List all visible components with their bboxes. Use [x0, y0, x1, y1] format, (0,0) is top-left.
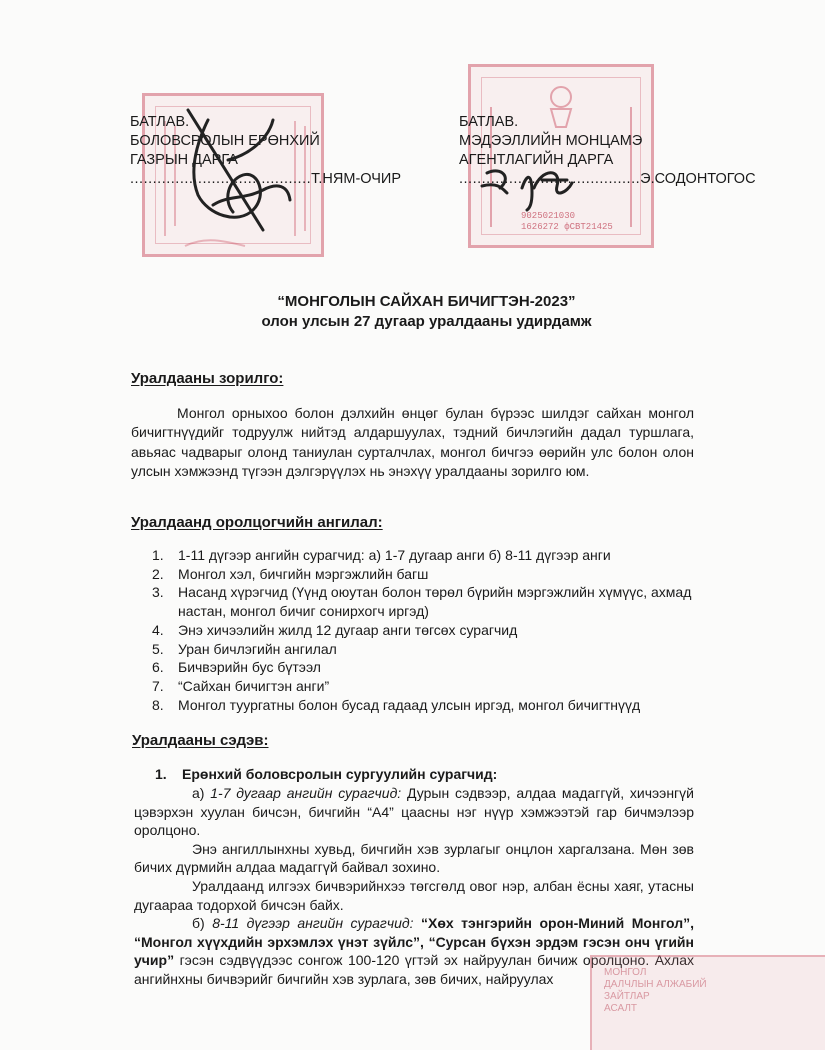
document-title: “МОНГОЛЫН САЙХАН БИЧИГТЭН-2023”: [277, 293, 576, 310]
approval-label: БАТЛАВ.: [459, 114, 519, 130]
approval-position: АГЕНТЛАГИЙН ДАРГА: [459, 152, 614, 168]
faded-stamp-bottom: МОНГОЛ ДАЛЧЛЫН АЛЖАБИЙ ЗАЙТЛАР АСАЛТ: [590, 955, 825, 1050]
approval-org: БОЛОВСРОЛЫН ЕРӨНХИЙ: [130, 133, 320, 149]
list-item: 4. Энэ хичээлийн жилд 12 дугаар анги төгсөх сурагчид: [152, 621, 518, 638]
list-item: 8. Монгол туургатны болон бусад гадаад улсын иргэд, монгол бичигтнүүд: [152, 696, 641, 713]
paragraph-grade-1-7: а) 1-7 дугаар ангийн сурагчид: Дурын сэдвээр, алдаа мадаггүй, хичээнгүй цэвэрхэн хуулан бичсэн, бичгийн “А4” цаасны нэг нүүр хэмжээтэй гар бичмэлээр оролцоно.: [134, 785, 694, 839]
stamp-number: 9025021030 1626272 фCBT21425: [521, 211, 613, 232]
handwritten-signature-left: [168, 100, 308, 240]
signatory-name: Т.НЯМ-ОЧИР: [311, 171, 402, 187]
paragraph-grade-8-11: б) 8-11 дүгээр ангийн сурагчид: “Хөх тэнгэрийн орон-Миний Монгол”, “Монгол хүүхдийн эрхэмлэх үнэт зүйлс”, “Сурсан бүхэн эрдэм гэсэн онч үгийн учир” гэсэн сэдвүүдээс сонгож 100-120 үгтэй эх найруулан бичиж оролцоно. Ахлах ангийнхны бичвэрийг бичгийн хэв зурлага, зөв бичих, найруулах: [134, 915, 695, 987]
approval-label: БАТЛАВ.: [130, 114, 190, 130]
list-item: 6. Бичвэрийн бус бүтээл: [152, 659, 321, 676]
list-item: 5. Уран бичлэгийн ангилал: [152, 640, 337, 657]
section-heading-categories: Уралдаанд оролцогчийн ангилал:: [131, 514, 383, 531]
list-item: 2. Монгол хэл, бичгийн мэргэжлийн багш: [152, 565, 429, 582]
approval-position: ГАЗРЫН ДАРГА: [130, 152, 238, 168]
goal-paragraph: Монгол орныхоо болон дэлхийн өнцөг булан бүрээс шилдэг сайхан монгол бичигтнүүдийг тодруулж нийтэд алдаршуулах, тэдний бичлэгийн дадал туршлага, авьяас чадварыг олонд таниулан сурталчлах, монгол бичгээ өөрийн улс болон олон улсын хэмжээнд түгээн дэлгэрүүлэх нь энэхүү уралдааны зорилго юм.: [131, 405, 694, 480]
paragraph-submission: Уралдаанд илгээх бичвэрийнхээ төгсгөлд овог нэр, албан ёсны хаяг, утасны дугаараа тодорхой бичсэн байх.: [134, 877, 694, 913]
signature-line: ........................................Т.НЯМ-ОЧИР: [130, 171, 402, 187]
handwritten-signature-right: [472, 158, 582, 213]
document-subtitle: олон улсын 27 дугаар уралдааны удирдамж: [261, 313, 592, 330]
signatory-name: Э.СОДОНТОГОС: [640, 171, 756, 187]
categories-list: [152, 546, 712, 714]
signature-line: ........................................Э.СОДОНТОГОС: [459, 171, 756, 187]
paragraph-evaluation: Энэ ангиллынхны хувьд, бичгийн хэв зурлагыг онцлон харгалзана. Мөн зөв бичих дүрмийн алдаа мадаггүй байвал зохино.: [134, 840, 694, 876]
list-item: 7. “Сайхан бичигтэн анги”: [152, 677, 330, 694]
section-heading-topic: Уралдааны сэдэв:: [132, 732, 269, 749]
approval-org: МЭДЭЭЛЛИЙН МОНЦАМЭ: [459, 133, 643, 149]
list-item: 1. 1-11 дүгээр ангийн сурагчид: а) 1-7 дугаар анги б) 8-11 дүгээр анги: [152, 547, 611, 563]
subsection-heading-students: 1. Ерөнхий боловсролын сургуулийн сурагчид:: [155, 766, 498, 782]
section-heading-goal: Уралдааны зорилго:: [131, 370, 284, 387]
list-item: 3. Насанд хүрэгчид (Үүнд оюутан болон төрөл бүрийн мэргэжлийн хүмүүс, ахмад настан, монгол бичиг сонирхогч иргэд): [152, 584, 692, 620]
